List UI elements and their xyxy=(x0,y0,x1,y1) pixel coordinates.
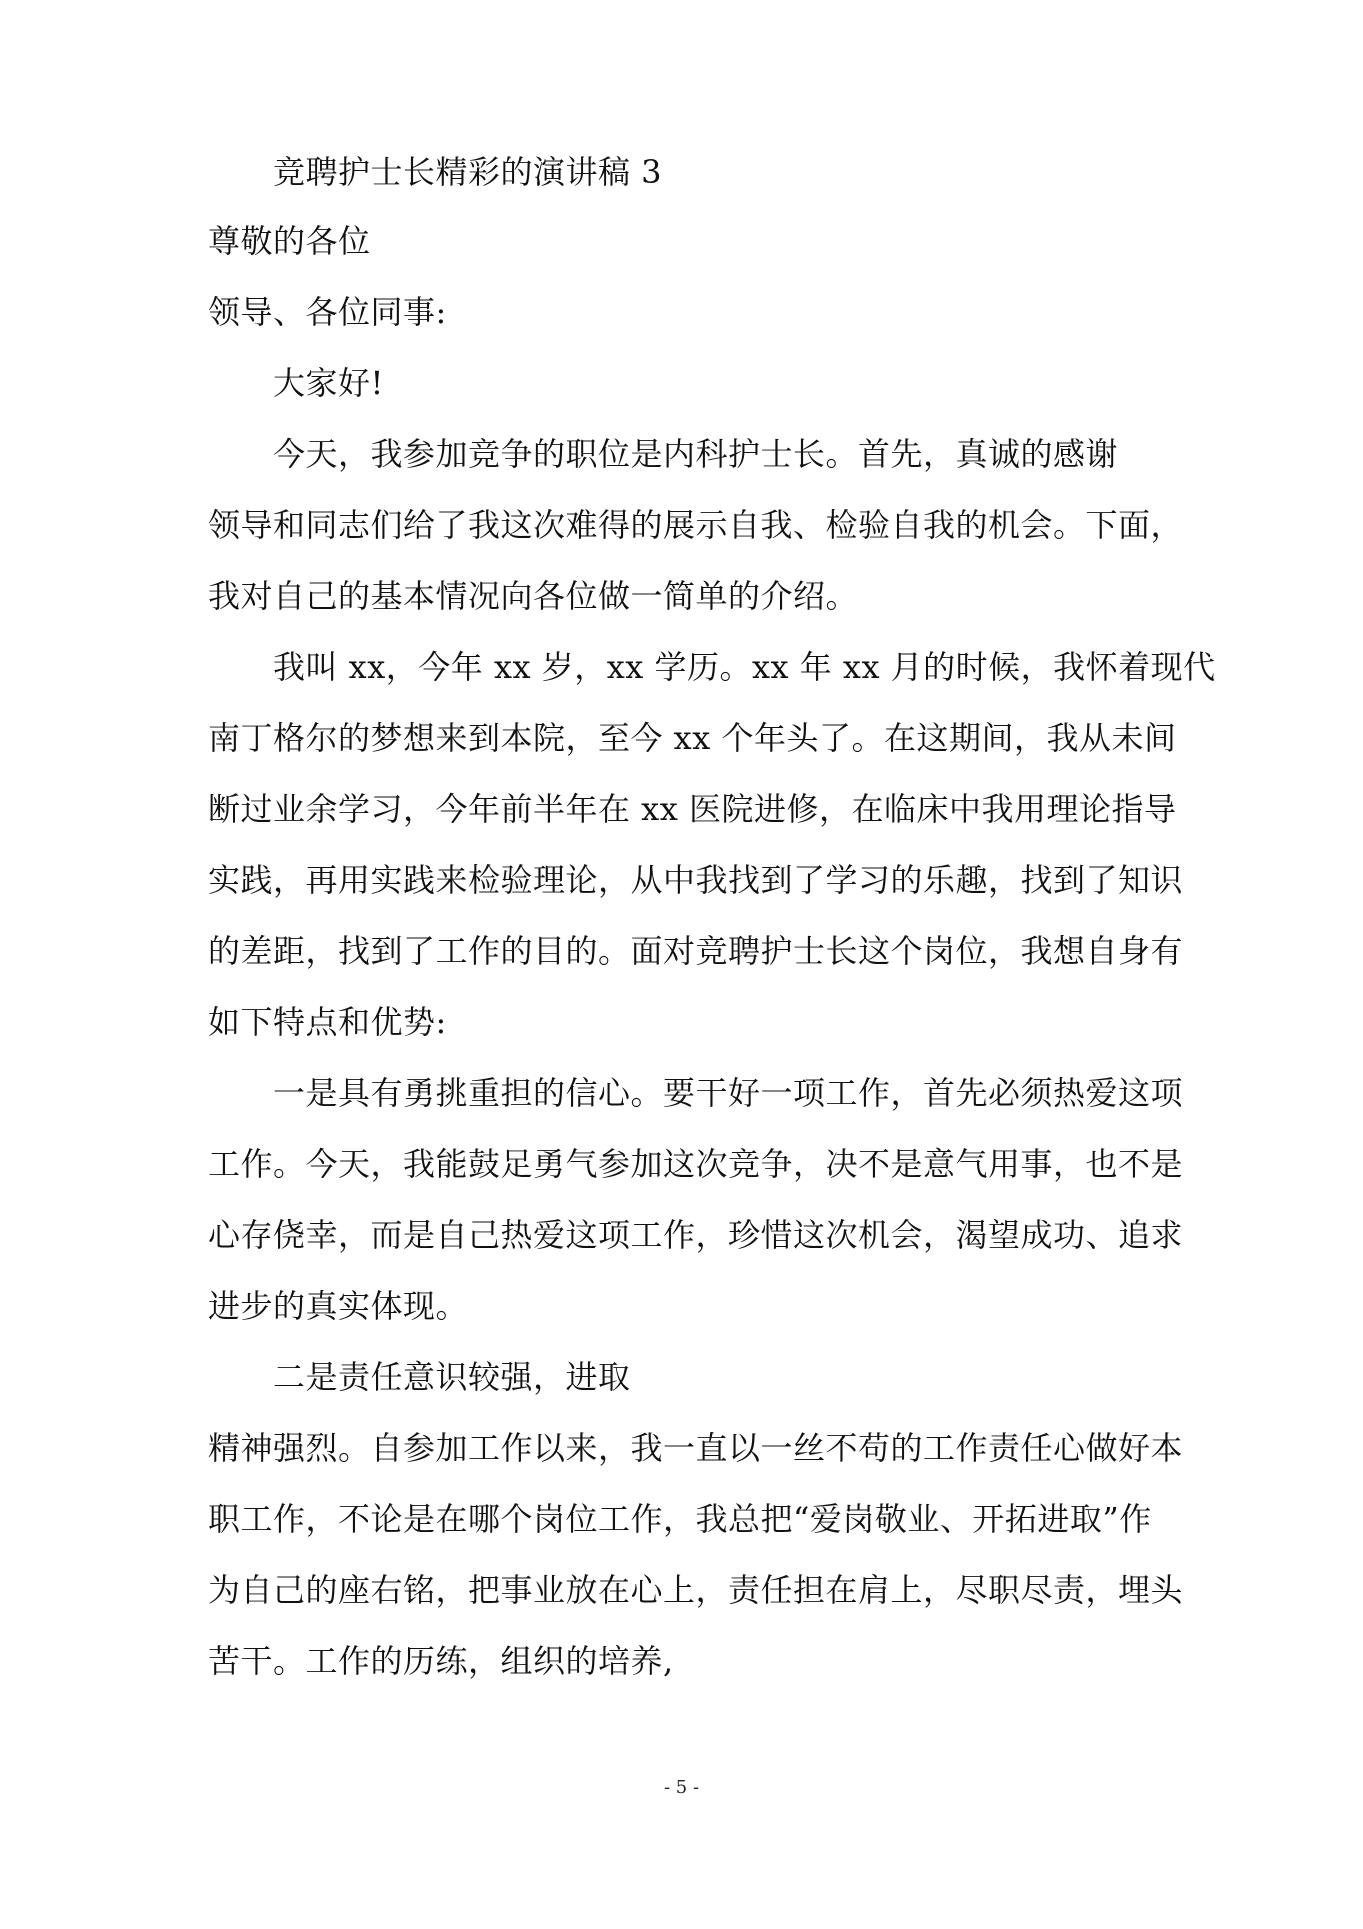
paragraph-line: 我叫 xx，今年 xx 岁，xx 学历。xx 年 xx 月的时候，我怀着现代 xyxy=(273,648,1216,686)
salutation-line-2: 领导、各位同事: xyxy=(208,293,447,331)
salutation-line-1: 尊敬的各位 xyxy=(208,222,371,260)
paragraph-line: 断过业余学习，今年前半年在 xx 医院进修，在临床中我用理论指导 xyxy=(208,790,1177,828)
paragraph-line: 的差距，找到了工作的目的。面对竞聘护士长这个岗位，我想自身有 xyxy=(208,932,1184,970)
paragraph-line: 工作。今天，我能鼓足勇气参加这次竞争，决不是意气用事，也不是 xyxy=(208,1145,1184,1183)
paragraph-line: 领导和同志们给了我这次难得的展示自我、检验自我的机会。下面， xyxy=(208,506,1184,544)
paragraph-line: 心存侥幸，而是自己热爱这项工作，珍惜这次机会，渴望成功、追求 xyxy=(208,1216,1184,1254)
paragraph-line: 为自己的座右铭，把事业放在心上，责任担在肩上，尽职尽责，埋头 xyxy=(208,1571,1184,1609)
paragraph-line: 二是责任意识较强，进取 xyxy=(273,1358,631,1396)
paragraph-line: 我对自己的基本情况向各位做一简单的介绍。 xyxy=(208,577,859,615)
paragraph-line: 如下特点和优势: xyxy=(208,1003,447,1041)
paragraph-line: 职工作，不论是在哪个岗位工作，我总把“爱岗敬业、开拓进取”作 xyxy=(208,1500,1152,1538)
paragraph-line: 一是具有勇挑重担的信心。要干好一项工作，首先必须热爱这项 xyxy=(273,1074,1184,1112)
document-title: 竞聘护士长精彩的演讲稿 3 xyxy=(273,153,663,191)
page-number: - 5 - xyxy=(663,1777,700,1798)
paragraph-line: 进步的真实体现。 xyxy=(208,1287,469,1325)
paragraph-line: 今天，我参加竞争的职位是内科护士长。首先，真诚的感谢 xyxy=(273,435,1119,473)
paragraph-line: 实践，再用实践来检验理论，从中我找到了学习的乐趣，找到了知识 xyxy=(208,861,1184,899)
paragraph-line: 苦干。工作的历练，组织的培养, xyxy=(208,1642,674,1680)
paragraph-line: 精神强烈。自参加工作以来，我一直以一丝不苟的工作责任心做好本 xyxy=(208,1429,1184,1467)
paragraph-line: 南丁格尔的梦想来到本院，至今 xx 个年头了。在这期间，我从未间 xyxy=(208,719,1177,757)
greeting-line: 大家好! xyxy=(273,364,384,402)
